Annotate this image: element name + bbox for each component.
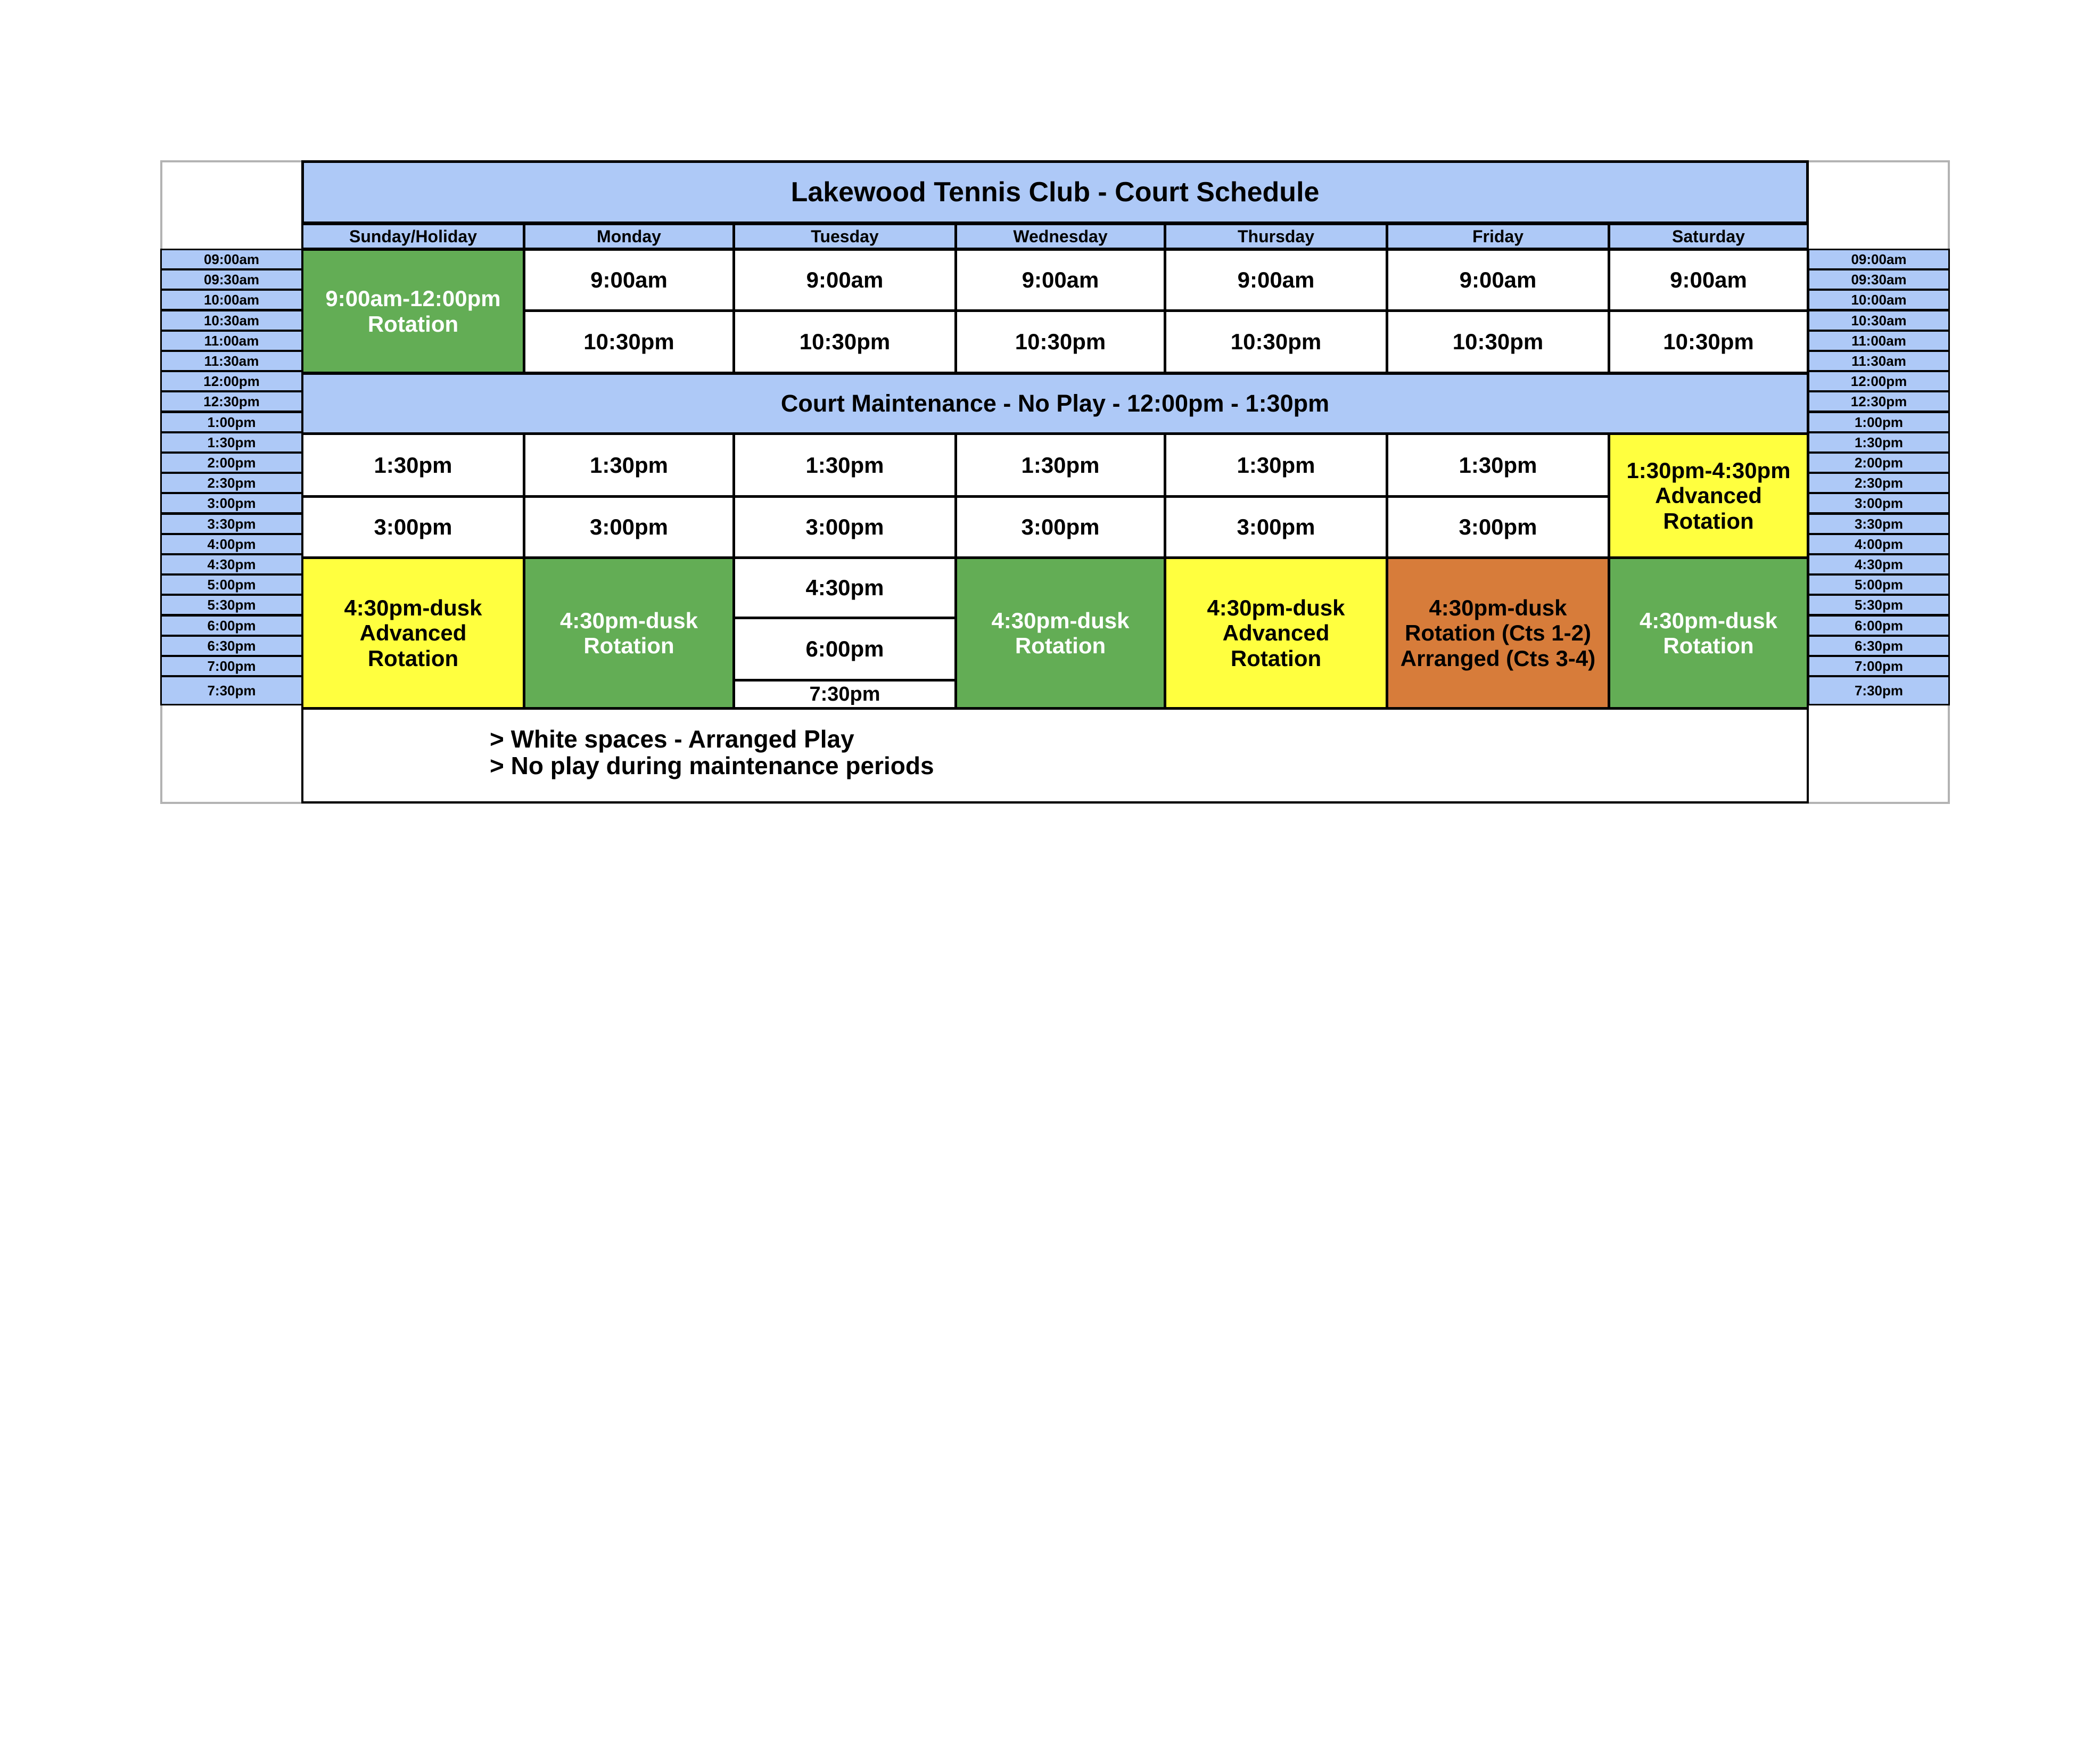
tuesday-slot-afternoon-1: 1:30pm (733, 433, 957, 497)
monday-slot-morning-1: 9:00am (523, 249, 735, 311)
block-line: Rotation (1663, 633, 1754, 658)
block-line: 4:30pm-dusk (344, 595, 482, 621)
time-label: 4:00pm (160, 533, 303, 555)
time-label: 3:30pm (160, 513, 303, 535)
block-line: Advanced (1222, 620, 1330, 646)
sunday-slot-afternoon-2: 3:00pm (301, 496, 525, 559)
block-line: Arranged (Cts 3-4) (1400, 645, 1596, 671)
time-label: 6:30pm (160, 635, 303, 656)
time-label: 10:30am (160, 310, 303, 331)
day-header-wednesday: Wednesday (955, 223, 1166, 250)
sunday-morning-rotation (301, 249, 525, 374)
saturday-slot-morning-1: 9:00am (1608, 249, 1809, 311)
block-line: Rotation (367, 645, 459, 671)
wednesday-slot-morning-1: 9:00am (955, 249, 1166, 311)
sunday-slot-afternoon-1: 1:30pm (301, 433, 525, 497)
note-maintenance: > No play during maintenance periods (490, 752, 934, 779)
block-line: 1:30pm-4:30pm (1626, 458, 1791, 483)
tuesday-slot-afternoon-2: 3:00pm (733, 496, 957, 559)
block-line: Rotation (583, 633, 674, 658)
time-label: 11:00am (160, 330, 303, 351)
block-line: 9:00am-12:00pm (325, 286, 501, 311)
block-line: Rotation (Cts 1-2) (1405, 620, 1591, 646)
time-label: 11:00am (1808, 330, 1950, 351)
day-header-thursday: Thursday (1164, 223, 1388, 250)
tuesday-slot-evening-1: 4:30pm (733, 557, 957, 619)
time-label: 6:00pm (1808, 615, 1950, 636)
saturday-advanced-rotation-afternoon (1608, 433, 1809, 559)
time-label: 12:00pm (160, 371, 303, 392)
time-label: 11:30am (160, 350, 303, 372)
time-label: 2:30pm (160, 472, 303, 494)
page-title: Lakewood Tennis Club - Court Schedule (301, 160, 1809, 224)
time-label: 1:00pm (160, 412, 303, 433)
time-label: 3:30pm (1808, 513, 1950, 535)
tuesday-slot-morning-2: 10:30pm (733, 310, 957, 374)
block-line: Advanced (1655, 483, 1762, 508)
time-label: 2:30pm (1808, 472, 1950, 494)
monday-slot-morning-2: 10:30pm (523, 310, 735, 374)
time-label: 7:30pm (160, 676, 303, 705)
time-label: 1:30pm (160, 432, 303, 453)
monday-slot-afternoon-2: 3:00pm (523, 496, 735, 559)
sunday-advanced-rotation-evening (301, 557, 525, 709)
block-line: 4:30pm-dusk (1207, 595, 1345, 621)
thursday-slot-morning-2: 10:30pm (1164, 310, 1388, 374)
time-label: 1:30pm (1808, 432, 1950, 453)
time-label: 3:00pm (160, 492, 303, 514)
block-line: 4:30pm-dusk (991, 607, 1130, 633)
maintenance-banner: Court Maintenance - No Play - 12:00pm - 1:30pm (301, 373, 1809, 434)
day-header-sunday: Sunday/Holiday (301, 223, 525, 250)
time-label: 5:30pm (1808, 594, 1950, 615)
block-line: Advanced (359, 620, 467, 646)
wednesday-slot-afternoon-1: 1:30pm (955, 433, 1166, 497)
day-header-saturday: Saturday (1608, 223, 1809, 250)
thursday-slot-afternoon-1: 1:30pm (1164, 433, 1388, 497)
time-label: 10:00am (160, 289, 303, 310)
day-header-monday: Monday (523, 223, 735, 250)
saturday-rotation-evening (1608, 557, 1809, 709)
thursday-advanced-rotation-evening (1164, 557, 1388, 709)
block-line: Rotation (1230, 645, 1322, 671)
time-label: 12:00pm (1808, 371, 1950, 392)
friday-mixed-evening (1386, 557, 1610, 709)
note-white-spaces: > White spaces - Arranged Play (490, 725, 854, 753)
tuesday-slot-evening-2: 6:00pm (733, 617, 957, 681)
time-label: 09:30am (1808, 269, 1950, 290)
monday-rotation-evening (523, 557, 735, 709)
friday-slot-afternoon-2: 3:00pm (1386, 496, 1610, 559)
block-line: 4:30pm-dusk (1639, 607, 1778, 633)
time-label: 2:00pm (1808, 452, 1950, 473)
time-label: 4:30pm (160, 554, 303, 575)
monday-slot-afternoon-1: 1:30pm (523, 433, 735, 497)
time-label: 7:00pm (160, 655, 303, 677)
block-line: Rotation (1015, 633, 1106, 658)
wednesday-rotation-evening (955, 557, 1166, 709)
time-label: 5:00pm (160, 574, 303, 595)
time-label: 2:00pm (160, 452, 303, 473)
time-label: 1:00pm (1808, 412, 1950, 433)
time-label: 7:30pm (1808, 676, 1950, 705)
block-line: Rotation (1663, 508, 1754, 533)
time-label: 5:00pm (1808, 574, 1950, 595)
time-label: 12:30pm (160, 391, 303, 412)
block-line: 4:30pm-dusk (1429, 595, 1567, 621)
time-label: 6:30pm (1808, 635, 1950, 656)
tuesday-slot-evening-3: 7:30pm (733, 679, 957, 709)
time-label: 11:30am (1808, 350, 1950, 372)
day-header-tuesday: Tuesday (733, 223, 957, 250)
time-label: 6:00pm (160, 615, 303, 636)
time-label: 7:00pm (1808, 655, 1950, 677)
thursday-slot-afternoon-2: 3:00pm (1164, 496, 1388, 559)
friday-slot-morning-2: 10:30pm (1386, 310, 1610, 374)
friday-slot-afternoon-1: 1:30pm (1386, 433, 1610, 497)
time-label: 09:00am (1808, 249, 1950, 270)
time-label: 09:00am (160, 249, 303, 270)
wednesday-slot-morning-2: 10:30pm (955, 310, 1166, 374)
tuesday-slot-morning-1: 9:00am (733, 249, 957, 311)
time-label: 10:30am (1808, 310, 1950, 331)
time-label: 12:30pm (1808, 391, 1950, 412)
time-label: 10:00am (1808, 289, 1950, 310)
day-header-friday: Friday (1386, 223, 1610, 250)
wednesday-slot-afternoon-2: 3:00pm (955, 496, 1166, 559)
block-line: Rotation (367, 311, 459, 336)
time-label: 3:00pm (1808, 492, 1950, 514)
time-label: 4:30pm (1808, 554, 1950, 575)
saturday-slot-morning-2: 10:30pm (1608, 310, 1809, 374)
time-label: 5:30pm (160, 594, 303, 615)
thursday-slot-morning-1: 9:00am (1164, 249, 1388, 311)
block-line: 4:30pm-dusk (559, 607, 698, 633)
friday-slot-morning-1: 9:00am (1386, 249, 1610, 311)
time-label: 09:30am (160, 269, 303, 290)
time-label: 4:00pm (1808, 533, 1950, 555)
